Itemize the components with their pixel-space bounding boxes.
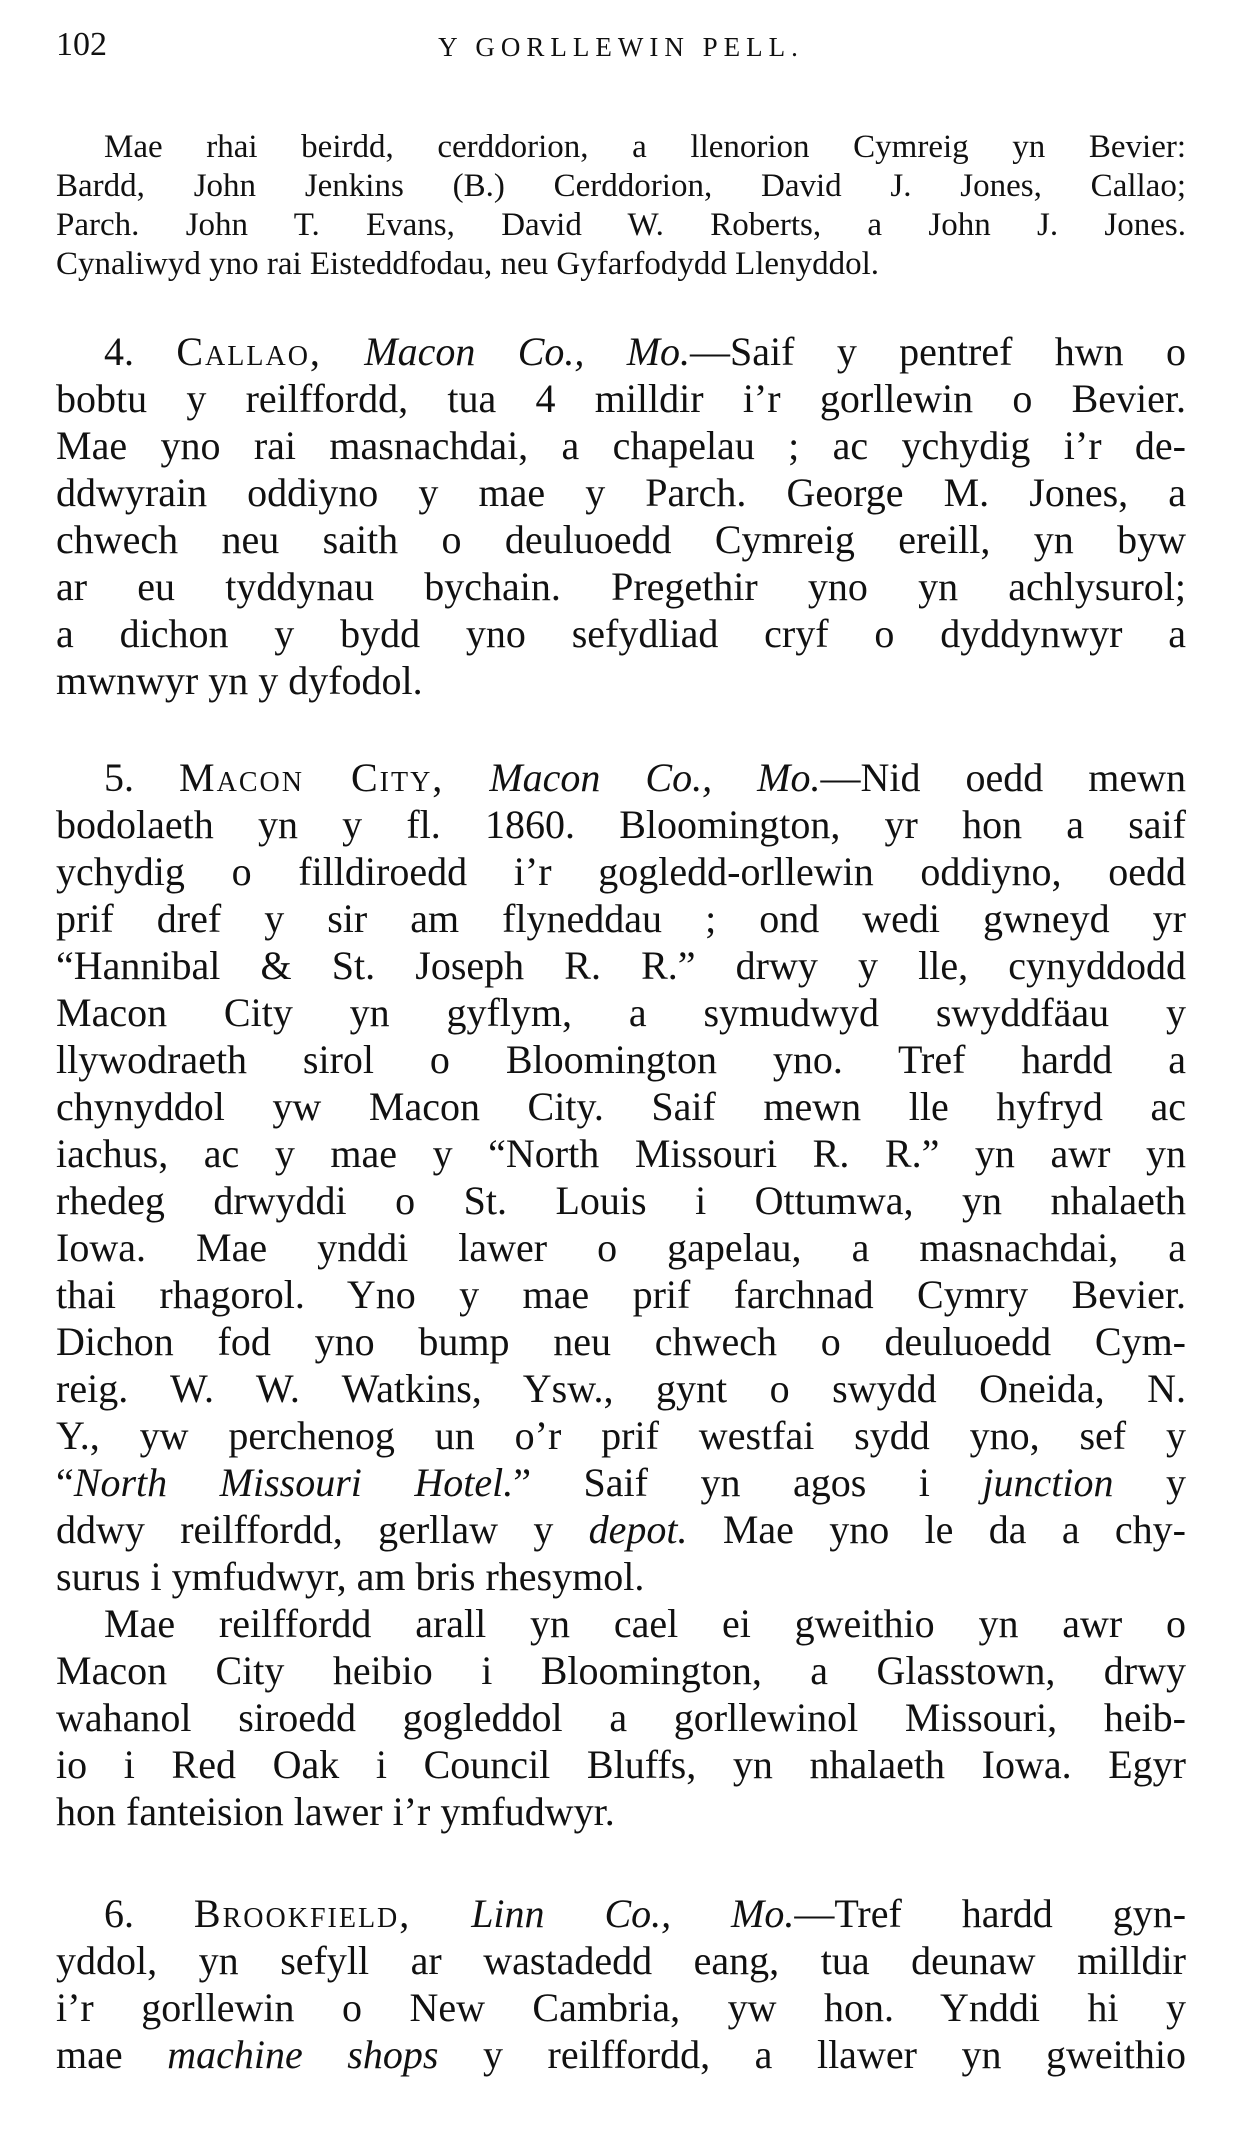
text-line: mwnwyr yn y dyfodol. [56, 658, 423, 703]
text-line: Dichon fod yno bump neu chwech o deuluoedd Cym- [56, 1319, 1186, 1364]
italic-term: machine shops [167, 2032, 439, 2077]
text-line: Mae rhai beirdd, cerddorion, a llenorion Cymreig yn Bevier: [104, 129, 1186, 165]
section-number: 5. [104, 755, 134, 800]
text-line: chynyddol yw Macon City. Saif mewn lle hyfryd ac [56, 1084, 1186, 1129]
text-line [56, 1459, 1186, 1506]
text-run: ddwy reilffordd, gerllaw y [56, 1507, 589, 1552]
text-line: Parch. John T. Evans, David W. Roberts, a John J. Jones. [56, 207, 1186, 243]
text-line: hon fanteision lawer i’r ymfudwyr. [56, 1789, 615, 1834]
text-line: chwech neu saith o deuluoedd Cymreig ereill, yn byw [56, 517, 1186, 562]
text-line: iachus, ac y mae y “North Missouri R. R.” yn awr yn [56, 1131, 1186, 1176]
page-number: 102 [56, 26, 107, 63]
county-name: Macon Co., Mo. [489, 755, 821, 800]
text-run: y reilffordd, a llawer yn gweithio [438, 2032, 1187, 2077]
text-line [56, 1506, 1186, 1553]
section-number: 6. [104, 1891, 134, 1936]
text-run: —Saif y pentref hwn o [690, 329, 1187, 374]
place-name: Callao, [176, 329, 322, 374]
text-line: io i Red Oak i Council Bluffs, yn nhalaeth Iowa. Egyr [56, 1742, 1186, 1787]
place-name: Macon City, [179, 755, 445, 800]
text-line: prif dref y sir am flyneddau ; ond wedi gwneyd yr [56, 896, 1186, 941]
text-run: —Nid oedd mewn [820, 755, 1187, 800]
text-line: bodolaeth yn y fl. 1860. Bloomington, yr hon a saif [56, 802, 1186, 847]
place-name: Brookfield, [193, 1891, 412, 1936]
text-line: Macon City heibio i Bloomington, a Glasstown, drwy [56, 1648, 1186, 1693]
section-heading-line [56, 328, 1186, 375]
section-number: 4. [104, 329, 134, 374]
text-line: Y., yw perchenog un o’r prif westfai sydd yno, sef y [56, 1413, 1186, 1458]
section-heading-line [56, 1890, 1186, 1937]
county-name: Linn Co., Mo. [471, 1891, 795, 1936]
text-line: reig. W. W. Watkins, Ysw., gynt o swydd Oneida, N. [56, 1366, 1186, 1411]
text-line: Cynaliwyd yno rai Eisteddfodau, neu Gyfarfodydd Llenyddol. [56, 246, 879, 282]
running-title: Y GORLLEWIN PELL. [438, 32, 804, 62]
section-callao [56, 328, 1186, 704]
running-head [56, 26, 1186, 76]
text-line: Macon City yn gyflym, a symudwyd swyddfäau y [56, 990, 1186, 1035]
italic-term: depot. [588, 1507, 688, 1552]
text-line: bobtu y reilffordd, tua 4 milldir i’r gorllewin o Bevier. [56, 376, 1186, 421]
county-name: Macon Co., Mo. [364, 329, 691, 374]
text-line: ar eu tyddynau bychain. Pregethir yno yn achlysurol; [56, 564, 1186, 609]
text-run: mae [56, 2032, 168, 2077]
text-line: yddol, yn sefyll ar wastadedd eang, tua deunaw milldir [56, 1938, 1186, 1983]
text-line: a dichon y bydd yno sefydliad cryf o dyddynwyr a [56, 611, 1186, 656]
section-brookfield [56, 1890, 1186, 2078]
text-line: Iowa. Mae ynddi lawer o gapelau, a masnachdai, a [56, 1225, 1186, 1270]
text-run: —Tref hardd gyn- [794, 1891, 1187, 1936]
text-run: “ [56, 1460, 74, 1505]
text-run: Mae yno le da a chy- [687, 1507, 1186, 1552]
text-line: “Hannibal & St. Joseph R. R.” drwy y lle, cynyddodd [56, 943, 1186, 988]
text-line: wahanol siroedd gogleddol a gorllewinol Missouri, heib- [56, 1695, 1186, 1740]
text-run: y [1113, 1460, 1187, 1505]
text-line: i’r gorllewin o New Cambria, yw hon. Ynddi hi y [56, 1985, 1186, 2030]
text-line: Mae reilffordd arall yn cael ei gweithio yn awr o [104, 1601, 1186, 1646]
text-line: thai rhagorol. Yno y mae prif farchnad Cymry Bevier. [56, 1272, 1186, 1317]
section-macon-city [56, 754, 1186, 1835]
text-line: ddwyrain oddiyno y mae y Parch. George M. Jones, a [56, 470, 1186, 515]
italic-term: junction [982, 1460, 1114, 1505]
text-line: Mae yno rai masnachdai, a chapelau ; ac ychydig i’r de- [56, 423, 1186, 468]
text-line [56, 2031, 1186, 2078]
section-heading-line [56, 754, 1186, 801]
intro-paragraph [56, 128, 1186, 284]
text-line: llywodraeth sirol o Bloomington yno. Tref hardd a [56, 1037, 1186, 1082]
hotel-name: North Missouri Hotel. [73, 1460, 514, 1505]
text-line: ychydig o filldiroedd i’r gogledd-orllewin oddiyno, oedd [56, 849, 1186, 894]
text-run: ” Saif yn agos i [513, 1460, 930, 1505]
text-line: rhedeg drwyddi o St. Louis i Ottumwa, yn nhalaeth [56, 1178, 1186, 1223]
text-line: Bardd, John Jenkins (B.) Cerddorion, David J. Jones, Callao; [56, 168, 1186, 204]
text-line: surus i ymfudwyr, am bris rhesymol. [56, 1554, 645, 1599]
